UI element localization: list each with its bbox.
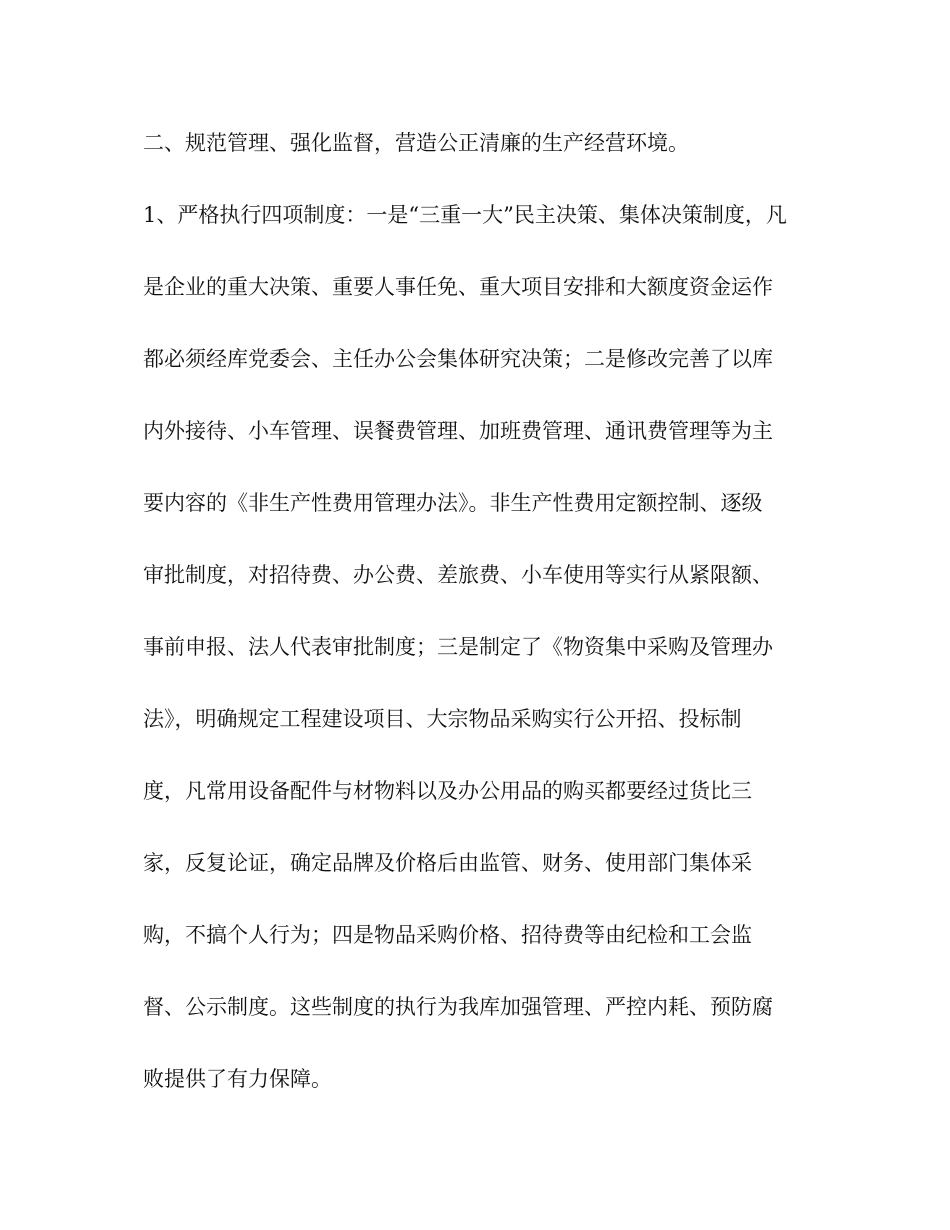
- paragraph-line: 度，凡常用设备配件与材物料以及办公用品的购买都要经过货比三: [143, 779, 752, 803]
- paragraph-line: 都必须经库党委会、主任办公会集体研究决策；二是修改完善了以库: [143, 347, 773, 371]
- paragraph-line: 要内容的《非生产性费用管理办法》。非生产性费用定额控制、逐级: [143, 491, 763, 515]
- section-heading: 二、规范管理、强化监督，营造公正清廉的生产经营环境。: [143, 131, 689, 155]
- paragraph-line: 败提供了有力保障。: [143, 1067, 332, 1091]
- paragraph-line: 是企业的重大决策、重要人事任免、重大项目安排和大额度资金运作: [143, 275, 773, 299]
- paragraph-line: 法》，明确规定工程建设项目、大宗物品采购实行公开招、投标制: [143, 707, 742, 731]
- paragraph-line: 督、公示制度。这些制度的执行为我库加强管理、严控内耗、预防腐: [143, 995, 773, 1019]
- paragraph-line: 审批制度，对招待费、办公费、差旅费、小车使用等实行从紧限额、: [143, 563, 773, 587]
- paragraph-line: 家，反复论证，确定品牌及价格后由监管、财务、使用部门集体采: [143, 851, 752, 875]
- paragraph-line: 1、严格执行四项制度：一是“三重一大”民主决策、集体决策制度，凡: [143, 203, 787, 227]
- paragraph-line: 事前申报、法人代表审批制度；三是制定了《物资集中采购及管理办: [143, 635, 773, 659]
- paragraph-line: 内外接待、小车管理、误餐费管理、加班费管理、通讯费管理等为主: [143, 419, 773, 443]
- paragraph-line: 购，不搞个人行为；四是物品采购价格、招待费等由纪检和工会监: [143, 923, 752, 947]
